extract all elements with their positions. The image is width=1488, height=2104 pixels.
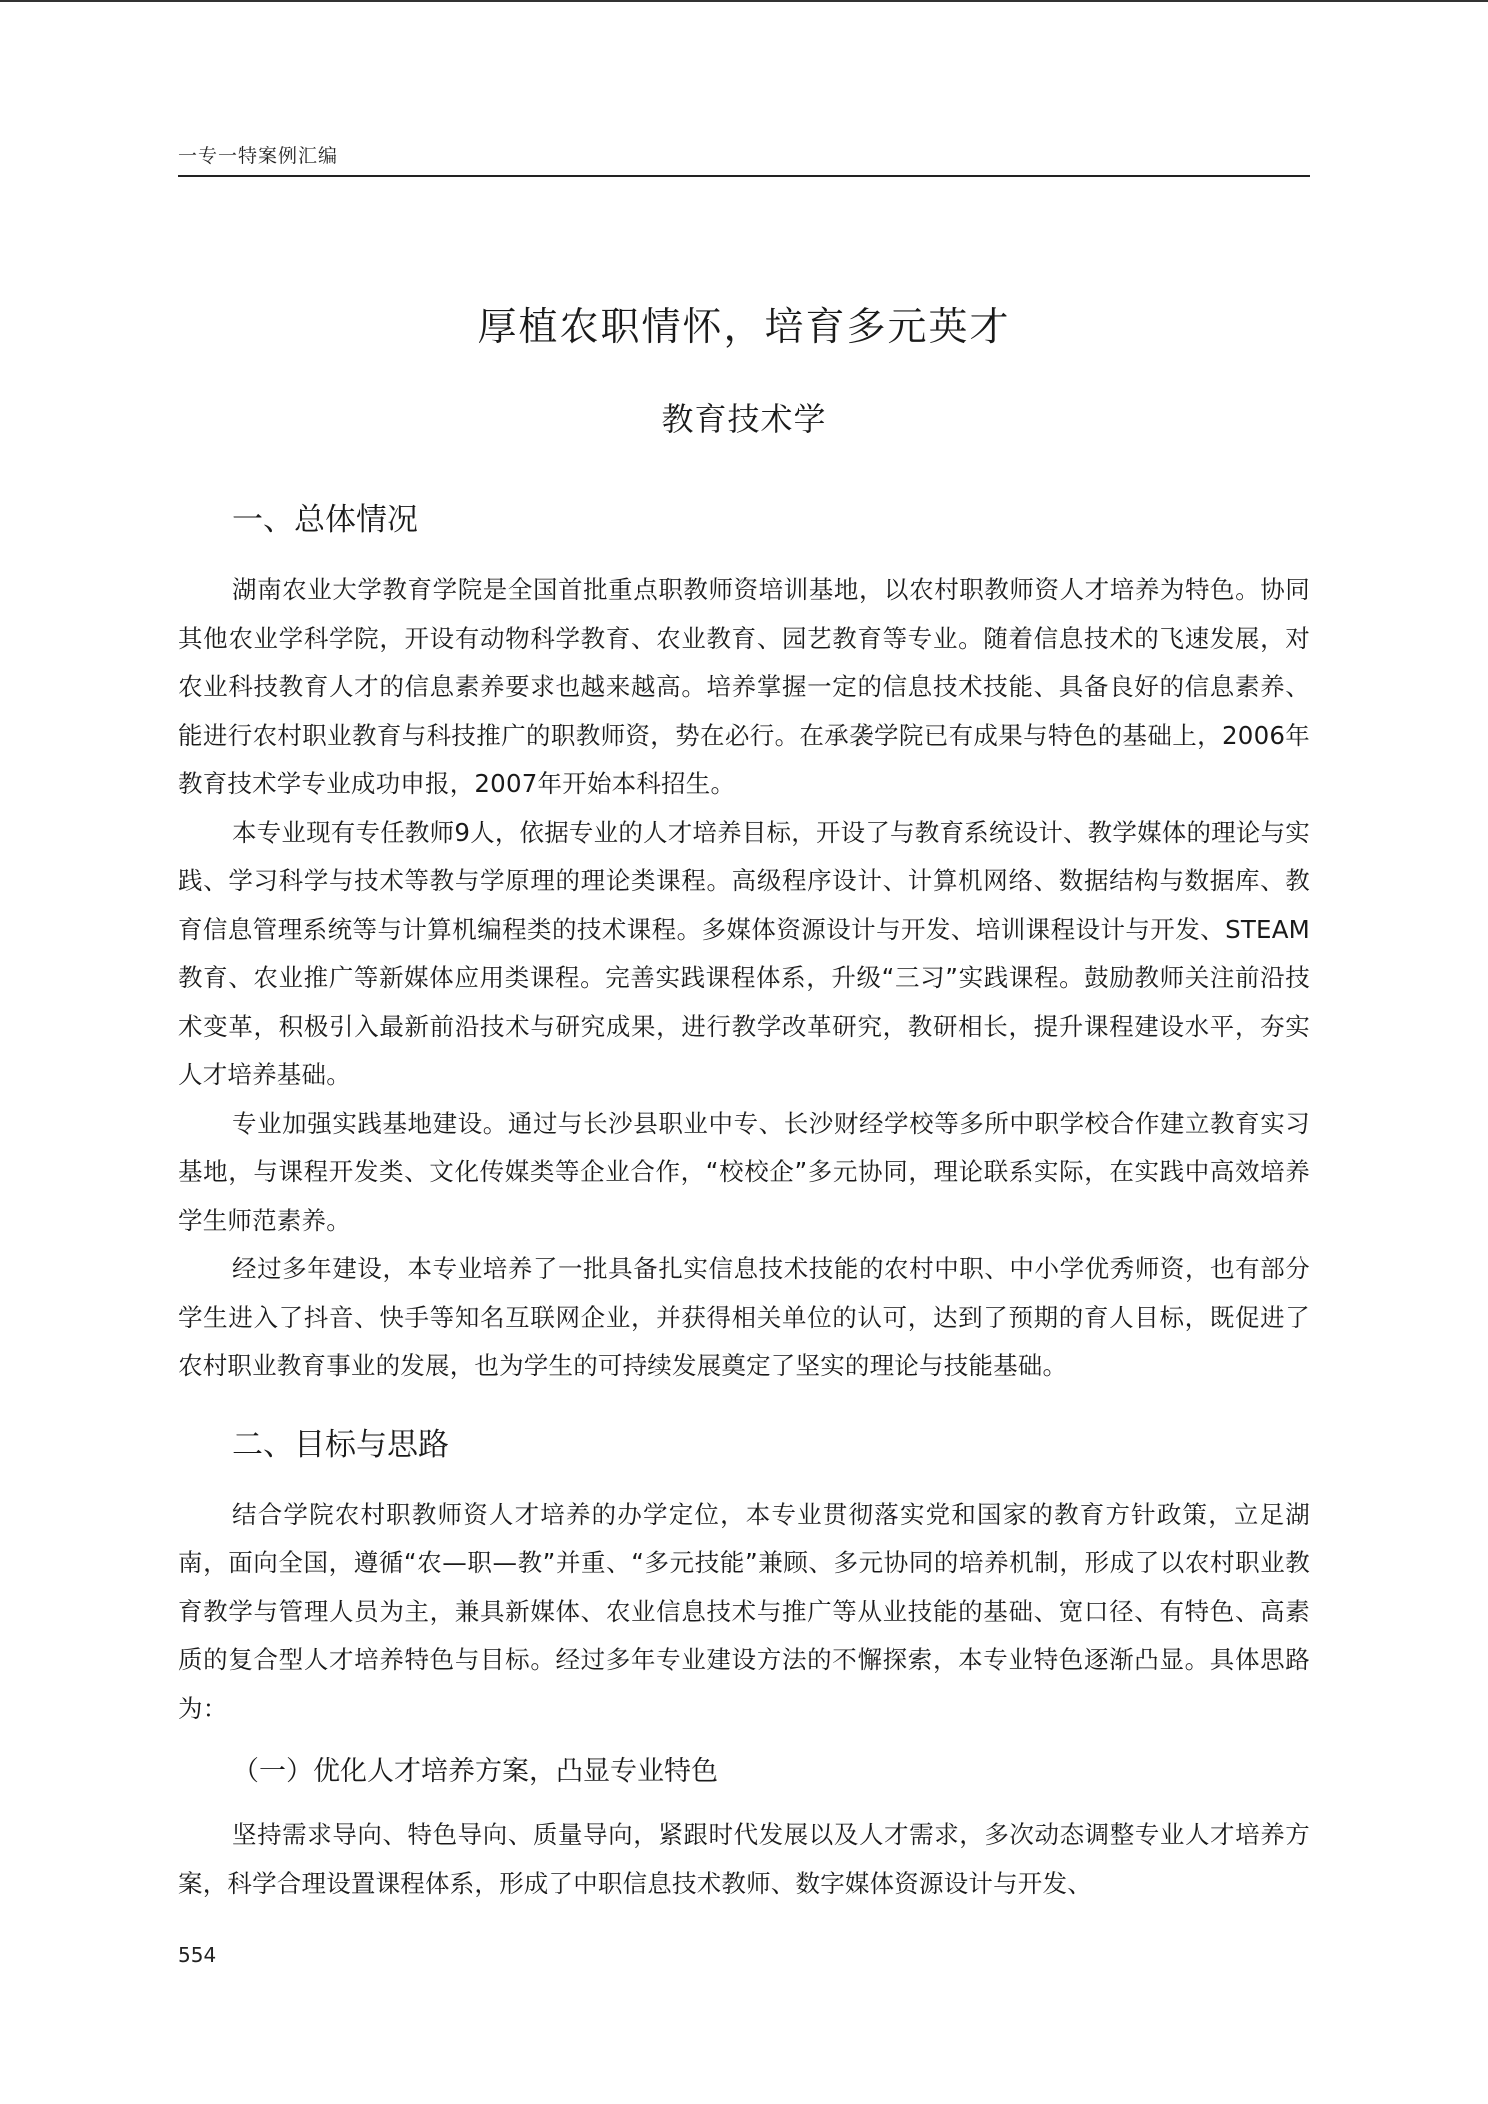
page-number: 554 xyxy=(178,1943,217,1967)
paragraph: 坚持需求导向、特色导向、质量导向，紧跟时代发展以及人才需求，多次动态调整专业人才培养方案，科学合理设置课程体系，形成了中职信息技术教师、数字媒体资源设计与开发、 xyxy=(178,1820,1310,1898)
page-title: 厚植农职情怀，培育多元英才 xyxy=(477,305,1011,350)
running-header: 一专一特案例汇编 xyxy=(178,141,1310,177)
subsection-heading: （一）优化人才培养方案，凸显专业特色 xyxy=(232,1756,718,1787)
page-subtitle: 教育技术学 xyxy=(661,400,827,438)
section-heading-overview: 一、总体情况 xyxy=(232,502,418,538)
section-heading-goals: 二、目标与思路 xyxy=(232,1426,449,1463)
page-top-border xyxy=(0,0,1488,2)
paragraph: 专业加强实践基地建设。通过与长沙县职业中专、长沙财经学校等多所中职学校合作建立教育实习基地，与课程开发类、文化传媒类等企业合作，“校校企”多元协同，理论联系实际，在实践中高效培养学生师范素养。 xyxy=(178,1108,1310,1235)
body-content xyxy=(178,496,1310,1908)
paragraph: 本专业现有专任教师9人，依据专业的人才培养目标，开设了与教育系统设计、教学媒体的理论与实践、学习科学与技术等教与学原理的理论类课程。高级程序设计、计算机网络、数据结构与数据库、教育信息管理系统等与计算机编程类的技术课程。多媒体资源设计与开发、培训课程设计与开发、STEAM教育、农业推广等新媒体应用类课程。完善实践课程体系，升级“三习”实践课程。鼓励教师关注前沿技术变革，积极引入最新前沿技术与研究成果，进行教学改革研究，教研相长，提升课程建设水平，夯实人才培养基础。 xyxy=(178,817,1310,1089)
paragraph: 湖南农业大学教育学院是全国首批重点职教师资培训基地，以农村职教师资人才培养为特色。协同其他农业学科学院，开设有动物科学教育、农业教育、园艺教育等专业。随着信息技术的飞速发展，对农业科技教育人才的信息素养要求也越来越高。培养掌握一定的信息技术技能、具备良好的信息素养、能进行农村职业教育与科技推广的职教师资，势在必行。在承袭学院已有成果与特色的基础上，2006年教育技术学专业成功申报，2007年开始本科招生。 xyxy=(178,575,1310,798)
paragraph: 结合学院农村职教师资人才培养的办学定位，本专业贯彻落实党和国家的教育方针政策，立足湖南，面向全国，遵循“农—职—教”并重、“多元技能”兼顾、多元协同的培养机制，形成了以农村职业教育教学与管理人员为主，兼具新媒体、农业信息技术与推广等从业技能的基础、宽口径、有特色、高素质的复合型人才培养特色与目标。经过多年专业建设方法的不懈探索，本专业特色逐渐凸显。具体思路为： xyxy=(178,1499,1310,1723)
paragraph: 经过多年建设，本专业培养了一批具备扎实信息技术技能的农村中职、中小学优秀师资，也有部分学生进入了抖音、快手等知名互联网企业，并获得相关单位的认可，达到了预期的育人目标，既促进了农村职业教育事业的发展，也为学生的可持续发展奠定了坚实的理论与技能基础。 xyxy=(178,1254,1310,1380)
